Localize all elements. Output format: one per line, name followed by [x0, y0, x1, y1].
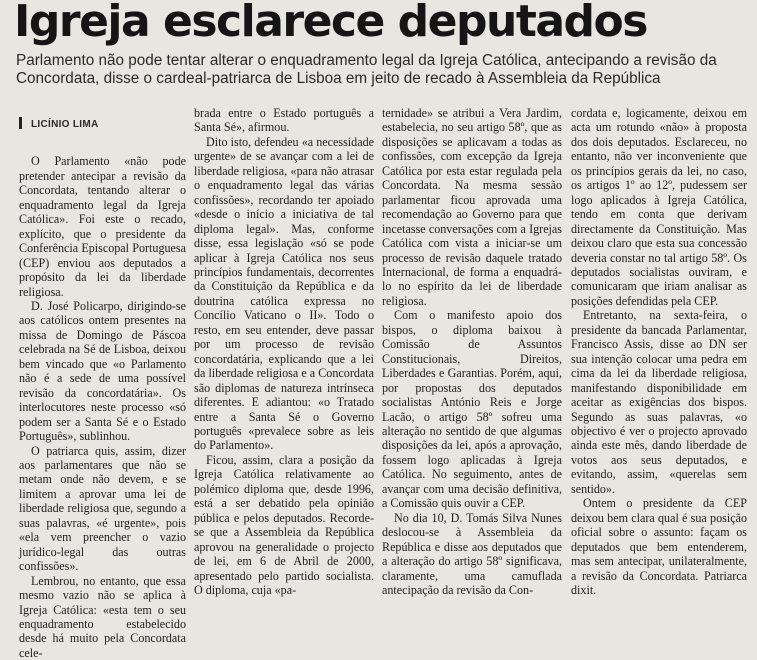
article-paragraph: O patriarca quis, assim, dizer aos parlamentares que não se metam onde não devem, e se limitem a aprovar uma lei de liberdade religiosa que, segundo a suas palavras, «é urgente», pois «ela vem preencher o vazio jurídico-legal das outras confissões».: [19, 443, 186, 574]
article-paragraph: Dito isto, defendeu «a necessidade urgente» de se avançar com a lei de liberdade religiosa, «para não atrasar o enquadramento legal das várias confissões», recordando ter apoiado «desde o início a iniciativa de tal diploma legal». Mas, conforme disse, essa legislação «só se pode aplicar à Igreja Católica nos seus princípios fundamentais, decorrentes da Constituição da República e da doutrina católica expressa no Concílio Vaticano o II». Todo o resto, em seu entender, deve passar por um processo de revisão concordatária, explicando que a lei da liberdade religiosa e a Concordata são diplomas de natureza intrínseca diferentes. E adiantou: «o Tratado entre a Santa Sé o Governo português «prevalece sobre as leis do Parlamento».: [194, 134, 374, 453]
article-paragraph: Lembrou, no entanto, que essa mesmo vazio não se aplica à Igreja Católica: «esta tem o seu enquadramento estabelecido desde há muito pela Concordata cele-: [19, 573, 186, 660]
article-paragraph: Com o manifesto apoio dos bispos, o diploma baixou à Comissão de Assuntos Constitucionais, Direitos, Liberdades e Garantias. Porém, aqui, por propostas dos deputados socialistas António Reis e Jorge Lacão, o artigo 58º sofreu uma alteração no sentido de que algumas disposições da lei, após a aprovação, fossem logo aplicadas à Igreja Católica. No seguimento, antes de avançar com uma decisão definitiva, a Comissão quis ouvir a CEP.: [382, 308, 562, 511]
article-paragraph: Ficou, assim, clara a posição da Igreja Católica relativamente ao polémico diploma que, desde 1996, está a ser debatido pela opinião pública e pelos deputados. Recorde-se que a Assembleia da República aprovou na generalidade o projecto de lei, em 6 de Abril de 2000, apresentado pelo partido socialista. O diploma, cuja «pa-: [194, 452, 374, 597]
article-column-2: [194, 106, 374, 600]
lead-paragraph: Parlamento não pode tentar alterar o enquadramento legal da Igreja Católica, antecipando a revisão da Concordata, disse o cardeal-patriarca de Lisboa em jeito de recado à Assembleia da República: [16, 52, 717, 87]
article-paragraph: Entretanto, na sexta-feira, o presidente da bancada Parlamentar, Francisco Assis, disse ao DN ser sua intenção colocar uma pedra em cima da lei da liberdade religiosa, manifestando disponibilidade em aceitar as exigências dos bispos. Segundo as suas palavras, «o objectivo é ver o projecto aprovado ainda este mês, dando liberdade de votos aos seus deputados, e evitando, assim, «querelas sem sentido».: [571, 308, 747, 496]
article-paragraph: cordata e, logicamente, deixou em acta um rotundo «não» à proposta dos dois deputados. Esclareceu, no entanto, não ver inconveniente que os princípios gerais da lei, no caso, os artigos 1º ao 12º, pudessem ser logo aplicados à Igreja Católica, tendo em conta que derivam directamente da Constituição. Mas deixou claro que esta sua concessão deveria constar no tal artigo 58º. Os deputados socialistas ouviram, e comunicaram que iriam analisar as posições defendidas pela CEP.: [571, 106, 747, 308]
article-paragraph: ternidade» se atribui a Vera Jardim, estabelecia, no seu artigo 58º, que as disposições se aplicavam a todas as confissões, com excepção da Igreja Católica por esta estar regulada pela Concordata. Na mesma sessão parlamentar ficou aprovada uma recomendação ao Governo para que incetasse conversações com a Igrejas Católica com vista a iniciar-se um processo de revisão daquele tratado Internacional, de forma a enquadrá-lo no espírito da lei de liberdade religiosa.: [382, 106, 562, 308]
article-paragraph: O Parlamento «não pode pretender antecipar a revisão da Concordata, tentando alterar o enquadramento legal da Igreja Católica». Foi este o recado, explícito, que o presidente da Conferência Episcopal Portuguesa (CEP) enviou aos deputados a propósito da lei da liberdade religiosa.: [19, 154, 186, 299]
article-paragraph: D. José Policarpo, dirigindo-se aos católicos ontem presentes na missa de Domingo de Páscoa celebrada na Sé de Lisboa, deixou bem vincado que «o Parlamento não é a sede de uma possível revisão da concordatária». Os interlocutores neste processo «só podem ser a Santa Sé e o Estado Português», sublinhou.: [19, 298, 186, 444]
article-column-3: [382, 106, 562, 600]
article-paragraph: No dia 10, D. Tomás Silva Nunes deslocou-se à Assembleia da República e disse aos deputados que a alteração do artigo 58º significava, claramente, uma camuflada antecipação da revisão da Con-: [382, 510, 562, 597]
headline: Igreja esclarece deputados: [14, 0, 647, 47]
article-column-4: [571, 106, 747, 600]
article-paragraph: Ontem o presidente da CEP deixou bem clara qual é sua posição oficial sobre o assunto: façam os deputados que bem entenderem, mas sem antecipar, unilateralmente, a revisão da Concordata. Patriarca dixit.: [571, 496, 747, 597]
article-column-1: [19, 109, 186, 660]
byline: LICÍNIO LIMA: [19, 117, 186, 132]
article-paragraph: brada entre o Estado português a Santa Sé», afirmou.: [194, 106, 374, 135]
